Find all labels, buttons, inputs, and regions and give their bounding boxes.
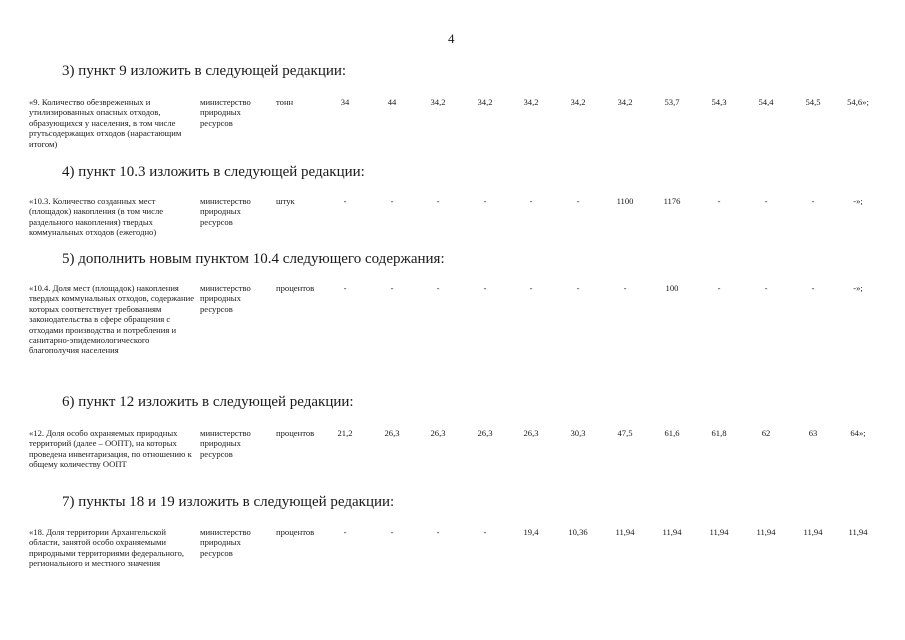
value-cell: - (343, 283, 347, 293)
value-cell: 21,2 (337, 428, 353, 438)
responsible-organization: министерство природных ресурсов (200, 428, 251, 459)
value-cell: - (483, 283, 487, 293)
responsible-organization: министерство природных ресурсов (200, 527, 251, 558)
section-heading: 6) пункт 12 изложить в следующей редакции: (62, 394, 354, 410)
value-cell: 11,94 (803, 527, 823, 537)
value-cell: 34 (340, 97, 350, 107)
value-cell: - (529, 283, 533, 293)
value-cell: 47,5 (617, 428, 633, 438)
value-cell: 54,3 (711, 97, 727, 107)
unit-of-measure: процентов (276, 283, 315, 293)
value-cell: -»; (853, 283, 863, 293)
value-cell: 34,2 (430, 97, 446, 107)
value-cell: 26,3 (384, 428, 400, 438)
value-cell: 54,6»; (847, 97, 869, 107)
value-cell: 54,5 (805, 97, 821, 107)
section-heading: 7) пункты 18 и 19 изложить в следующей редакции: (62, 494, 395, 510)
value-cell: 54,4 (758, 97, 774, 107)
unit-of-measure: процентов (276, 428, 315, 438)
value-cell: 26,3 (523, 428, 539, 438)
value-cell: - (576, 283, 580, 293)
page-number: 4 (448, 31, 455, 46)
value-cell: 34,2 (523, 97, 539, 107)
value-cell: 19,4 (523, 527, 539, 537)
value-cell: 44 (387, 97, 397, 107)
value-cell: - (811, 283, 815, 293)
indicator-description: «10.3. Количество созданных мест (площадок) накопления (в том числе раздельного накопления) твердых коммунальных отходов (ежегодно) (29, 196, 164, 238)
unit-of-measure: процентов (276, 527, 315, 537)
unit-of-measure: штук (276, 196, 295, 206)
value-cell: 11,94 (756, 527, 776, 537)
value-cell: - (717, 283, 721, 293)
value-cell: 1176 (663, 196, 681, 206)
value-cell: - (483, 527, 487, 537)
section-heading: 5) дополнить новым пунктом 10.4 следующего содержания: (62, 251, 445, 267)
value-cell: 63 (808, 428, 818, 438)
value-cell: 26,3 (477, 428, 493, 438)
value-cell: - (623, 283, 627, 293)
value-cell: - (717, 196, 721, 206)
responsible-organization: министерство природных ресурсов (200, 196, 251, 227)
value-cell: - (436, 527, 440, 537)
value-cell: 10,36 (568, 527, 588, 537)
indicator-description: «12. Доля особо охраняемых природных территорий (далее – ООПТ), на которых проведена инвентаризация, по отношению к общему количеству ООПТ (29, 428, 192, 470)
indicator-description: «10.4. Доля мест (площадок) накопления твердых коммунальных отходов, содержание которых соответствует требованиям законодательства в сфере обращения с отходами производства и потребления и санитарно-эпидемиологического благополучия населения (29, 283, 195, 356)
value-cell: 11,94 (848, 527, 868, 537)
value-cell: - (576, 196, 580, 206)
value-cell: 26,3 (430, 428, 446, 438)
indicator-description: «18. Доля территории Архангельской области, занятой особо охраняемыми природными территориями федерального, регионального и местного значения (29, 527, 185, 569)
value-cell: 11,94 (709, 527, 729, 537)
value-cell: 1100 (616, 196, 634, 206)
value-cell: - (529, 196, 533, 206)
value-cell: 34,2 (570, 97, 586, 107)
value-cell: - (764, 196, 768, 206)
unit-of-measure: тонн (276, 97, 294, 107)
value-cell: 34,2 (477, 97, 493, 107)
value-cell: 100 (665, 283, 679, 293)
value-cell: 34,2 (617, 97, 633, 107)
value-cell: 61,8 (711, 428, 727, 438)
value-cell: 11,94 (662, 527, 682, 537)
section-heading: 3) пункт 9 изложить в следующей редакции: (62, 63, 347, 79)
value-cell: - (343, 196, 347, 206)
value-cell: 64»; (850, 428, 866, 438)
value-cell: - (390, 527, 394, 537)
section-heading: 4) пункт 10.3 изложить в следующей редакции: (62, 164, 365, 180)
value-cell: - (343, 527, 347, 537)
value-cell: - (811, 196, 815, 206)
value-cell: - (436, 283, 440, 293)
value-cell: -»; (853, 196, 863, 206)
value-cell: - (390, 196, 394, 206)
value-cell: 53,7 (664, 97, 680, 107)
responsible-organization: министерство природных ресурсов (200, 283, 251, 314)
value-cell: 61,6 (664, 428, 680, 438)
value-cell: - (764, 283, 768, 293)
value-cell: 62 (761, 428, 771, 438)
value-cell: 11,94 (615, 527, 635, 537)
value-cell: 30,3 (570, 428, 586, 438)
value-cell: - (436, 196, 440, 206)
indicator-description: «9. Количество обезвреженных и утилизированных опасных отходов, образующихся у населения, в том числе ртутьсодержащих отходов (нарастающим итогом) (29, 97, 182, 149)
responsible-organization: министерство природных ресурсов (200, 97, 251, 128)
value-cell: - (483, 196, 487, 206)
value-cell: - (390, 283, 394, 293)
